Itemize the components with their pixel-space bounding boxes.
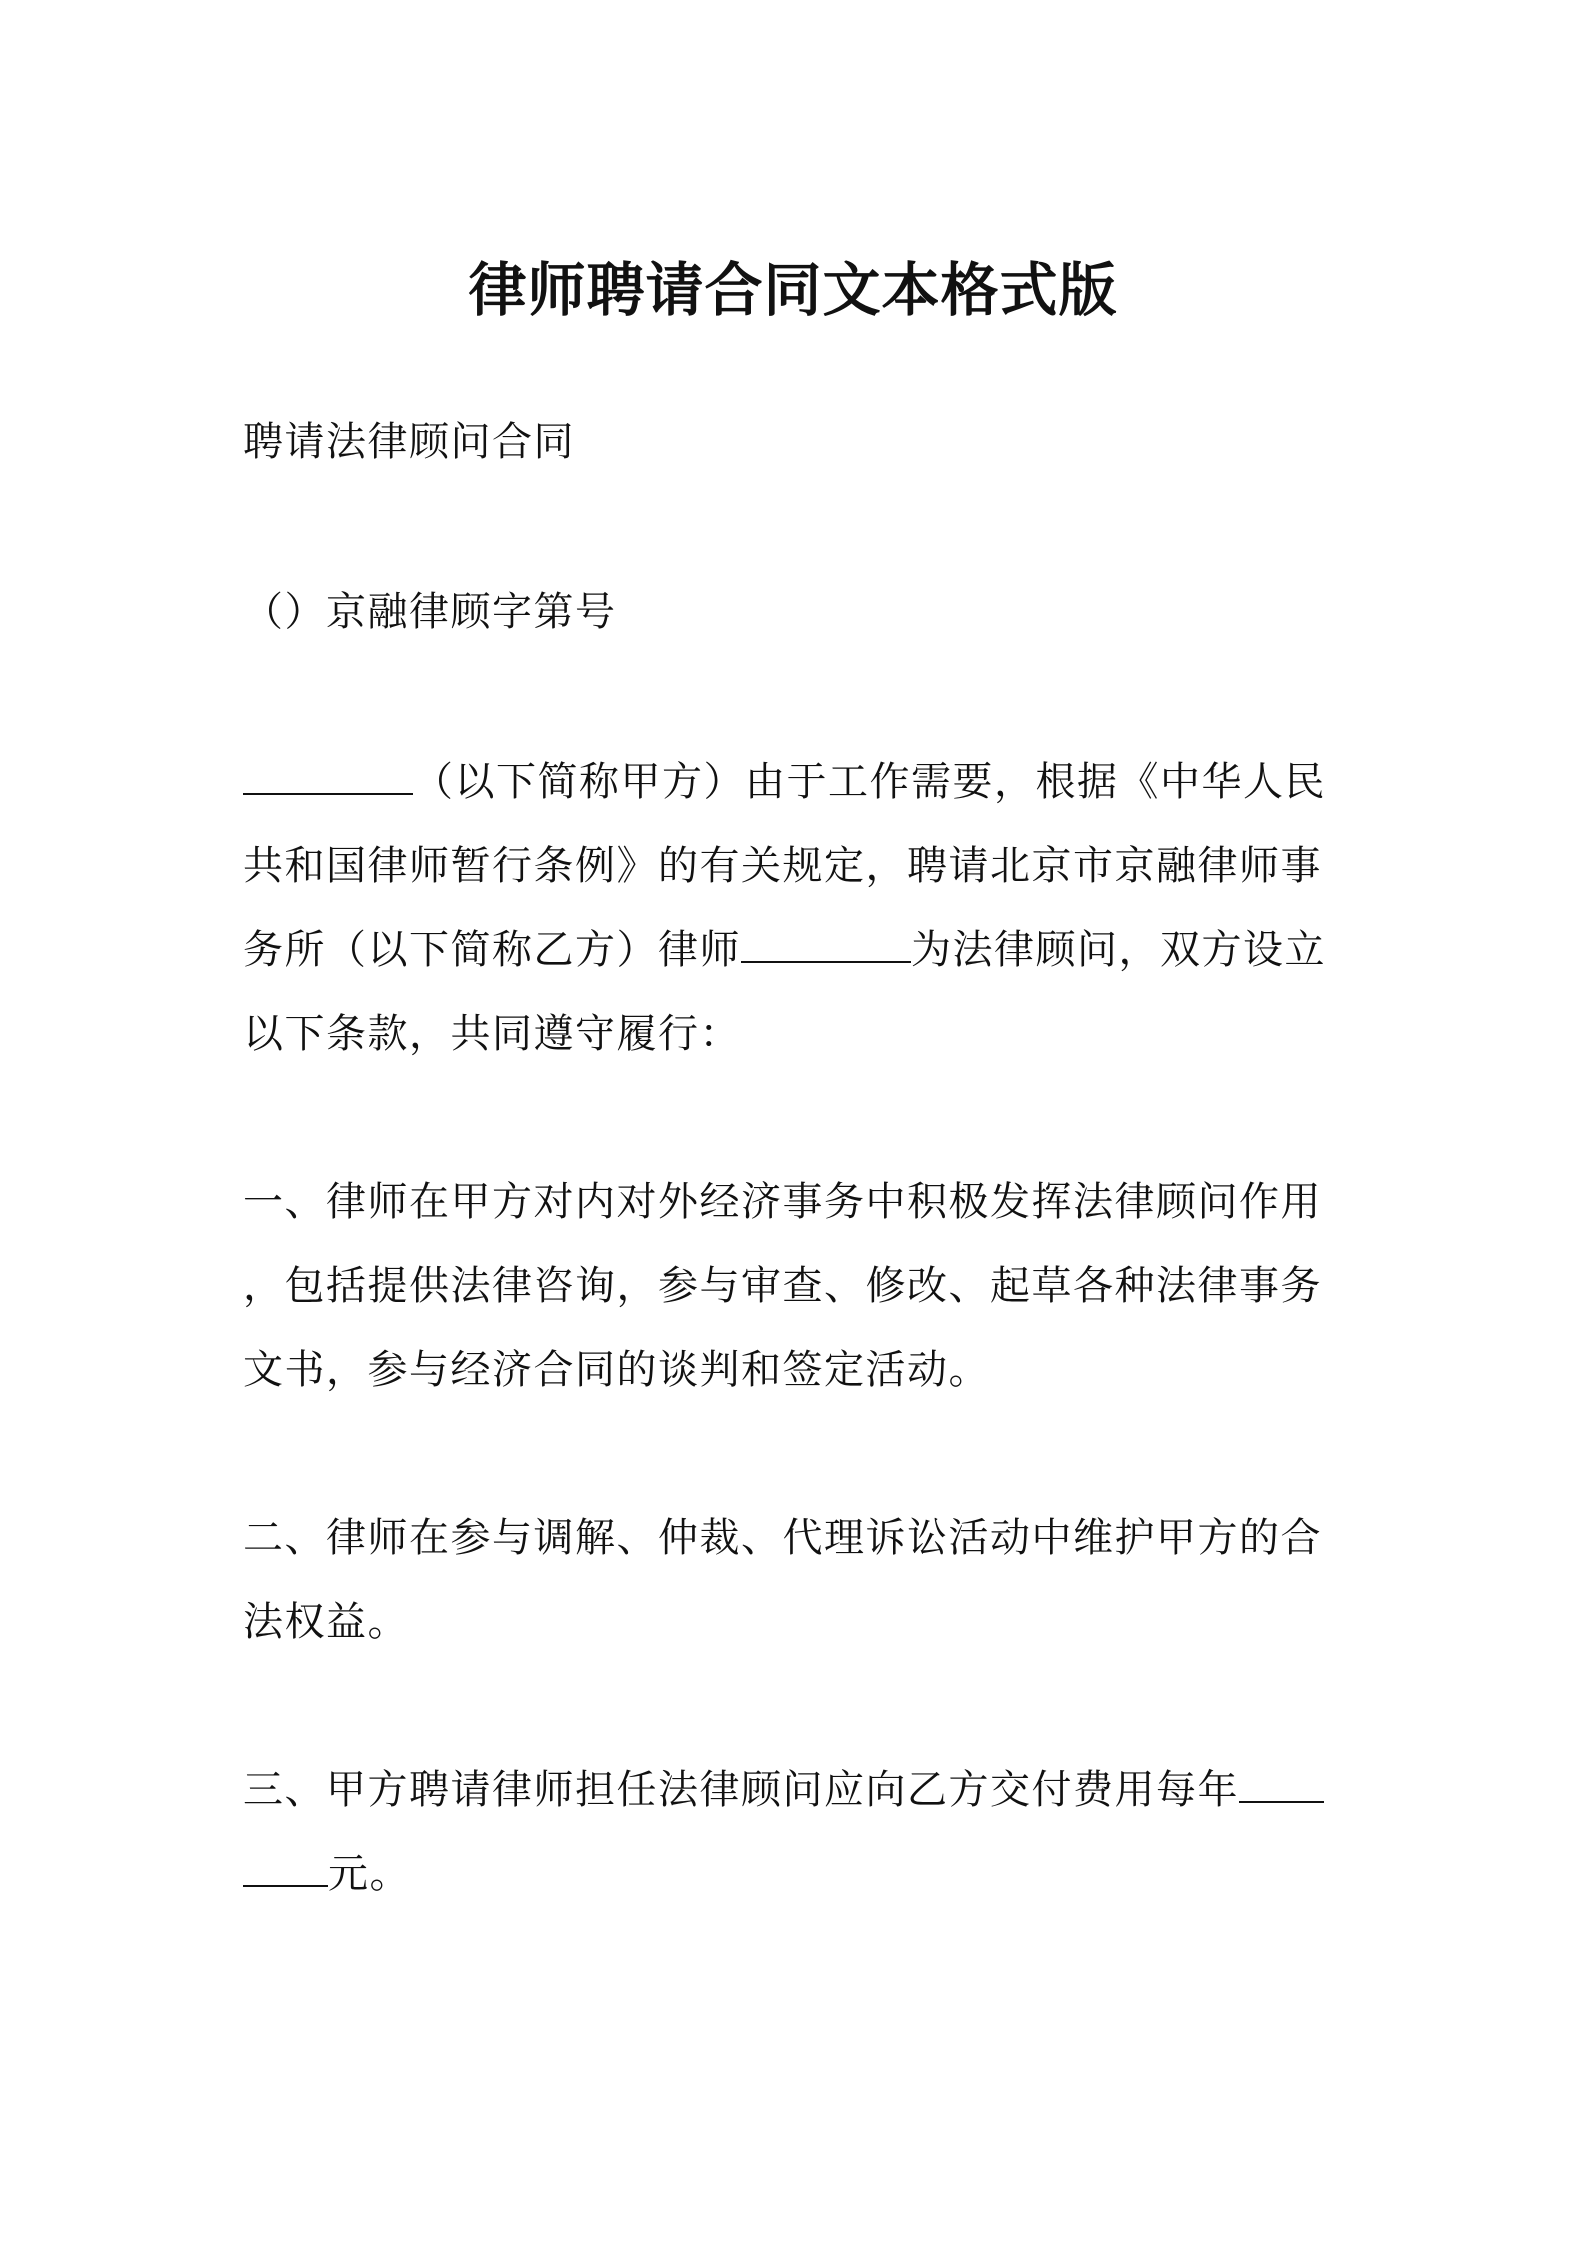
document-title: 律师聘请合同文本格式版	[468, 256, 1118, 324]
annual-fee-blank-a	[1239, 1771, 1324, 1803]
clause-3-line-1-text: 三、甲方聘请律师担任法律顾问应向乙方交付费用每年	[243, 1767, 1239, 1813]
clause-1-line-1: 一、律师在甲方对内对外经济事务中积极发挥法律顾问作用	[243, 1179, 1322, 1225]
clause-2-line-2: 法权益。	[243, 1599, 409, 1645]
intro-line-4: 以下条款，共同遵守履行：	[243, 1011, 741, 1057]
clause-2-line-1: 二、律师在参与调解、仲裁、代理诉讼活动中维护甲方的合	[243, 1515, 1322, 1561]
intro-line-1	[243, 740, 1326, 824]
intro-line-3-text-a: 务所（以下简称乙方）律师	[243, 927, 741, 973]
lawyer-name-blank	[741, 931, 911, 963]
intro-line-3	[243, 908, 1326, 992]
intro-line-3-text-b: 为法律顾问，双方设立	[911, 927, 1326, 973]
clause-1-line-2: ，包括提供法律咨询，参与审查、修改、起草各种法律事务	[243, 1263, 1322, 1309]
intro-line-2: 共和国律师暂行条例》的有关规定，聘请北京市京融律师事	[243, 843, 1322, 889]
clause-3-line-1	[243, 1748, 1324, 1832]
clause-1-line-3: 文书，参与经济合同的谈判和签定活动。	[243, 1347, 990, 1393]
contract-heading: 聘请法律顾问合同	[243, 419, 575, 465]
party-a-blank	[243, 763, 413, 795]
reference-number: （）京融律顾字第号	[243, 589, 617, 635]
intro-line-1-text: （以下简称甲方）由于工作需要，根据《中华人民	[413, 759, 1326, 805]
clause-3-line-2	[243, 1832, 411, 1916]
clause-3-line-2-text: 元。	[328, 1851, 411, 1897]
annual-fee-blank-b	[243, 1855, 328, 1887]
